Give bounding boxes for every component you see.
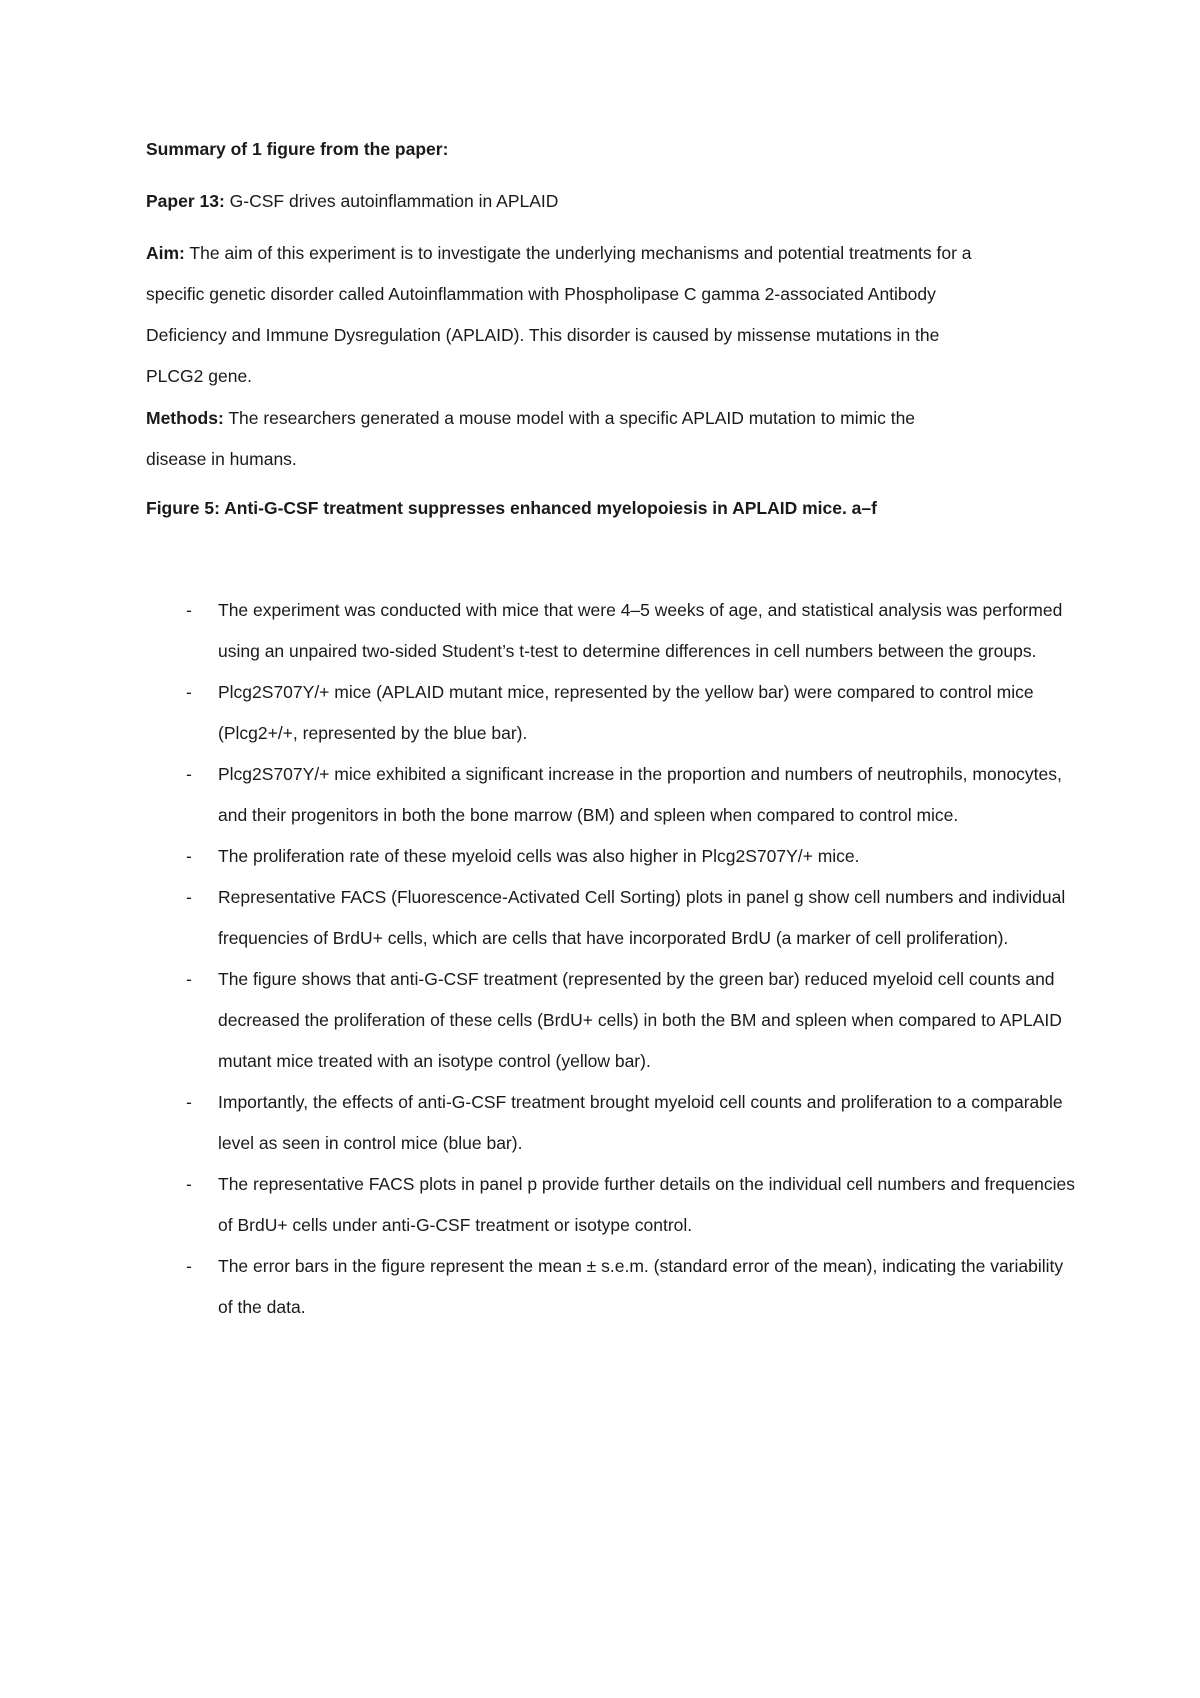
aim-text: The aim of this experiment is to investigate the underlying mechanisms and potential treatments for a specific genetic disorder called Autoinflammation with Phospholipase C gamma 2-associated Antibody Deficiency and Immune Dysregulation (APLAID). This disorder is caused by missense mutations in the PLCG2 gene.	[146, 243, 972, 386]
bullet-dash: -	[186, 1092, 192, 1112]
figure-label: Figure 5:	[146, 498, 220, 518]
methods-label: Methods:	[146, 408, 224, 428]
list-item	[146, 1082, 1076, 1164]
figure-title: Anti-G-CSF treatment suppresses enhanced myelopoiesis in APLAID mice. a–f	[219, 498, 877, 518]
figure-heading	[146, 488, 1076, 529]
list-item-text: The proliferation rate of these myeloid cells was also higher in Plcg2S707Y/+ mice.	[218, 846, 860, 866]
list-item	[146, 590, 1076, 672]
list-item	[146, 836, 1076, 877]
list-item	[146, 672, 1076, 754]
paper-line	[146, 181, 1076, 222]
bullet-dash: -	[186, 846, 192, 866]
list-item	[146, 877, 1076, 959]
list-item	[146, 1246, 1076, 1328]
bullet-dash: -	[186, 764, 192, 784]
list-item-text: The figure shows that anti-G-CSF treatment (represented by the green bar) reduced myeloid cell counts and decreased the proliferation of these cells (BrdU+ cells) in both the BM and spleen when compared to APLAID mutant mice treated with an isotype control (yellow bar).	[218, 969, 1062, 1071]
bullet-dash: -	[186, 1256, 192, 1276]
list-item	[146, 1164, 1076, 1246]
summary-heading: Summary of 1 figure from the paper:	[146, 139, 449, 159]
list-item-text: Plcg2S707Y/+ mice (APLAID mutant mice, represented by the yellow bar) were compared to control mice (Plcg2+/+, represented by the blue bar).	[218, 682, 1034, 743]
list-item-text: Importantly, the effects of anti-G-CSF treatment brought myeloid cell counts and proliferation to a comparable level as seen in control mice (blue bar).	[218, 1092, 1063, 1153]
list-item	[146, 959, 1076, 1082]
aim-paragraph	[146, 233, 981, 397]
paper-label: Paper 13:	[146, 191, 225, 211]
bullet-dash: -	[186, 969, 192, 989]
bullet-dash: -	[186, 1174, 192, 1194]
list-item-text: The error bars in the figure represent the mean ± s.e.m. (standard error of the mean), indicating the variability of the data.	[218, 1256, 1064, 1317]
list-item-text: The experiment was conducted with mice that were 4–5 weeks of age, and statistical analysis was performed using an unpaired two-sided Student’s t-test to determine differences in cell numbers between the groups.	[218, 600, 1063, 661]
list-item-text: The representative FACS plots in panel p provide further details on the individual cell numbers and frequencies of BrdU+ cells under anti-G-CSF treatment or isotype control.	[218, 1174, 1076, 1235]
list-item-text: Representative FACS (Fluorescence-Activated Cell Sorting) plots in panel g show cell numbers and individual frequencies of BrdU+ cells, which are cells that have incorporated BrdU (a marker of cell proliferation).	[218, 887, 1066, 948]
methods-text: The researchers generated a mouse model with a specific APLAID mutation to mimic the disease in humans.	[146, 408, 916, 469]
bullet-dash: -	[186, 600, 192, 620]
aim-label: Aim:	[146, 243, 185, 263]
list-item	[146, 754, 1076, 836]
findings-list	[146, 590, 1076, 1328]
methods-paragraph	[146, 398, 976, 480]
bullet-dash: -	[186, 682, 192, 702]
bullet-dash: -	[186, 887, 192, 907]
paper-title: G-CSF drives autoinflammation in APLAID	[224, 191, 559, 211]
list-item-text: Plcg2S707Y/+ mice exhibited a significant increase in the proportion and numbers of neutrophils, monocytes, and their progenitors in both the bone marrow (BM) and spleen when compared to control mice.	[218, 764, 1062, 825]
